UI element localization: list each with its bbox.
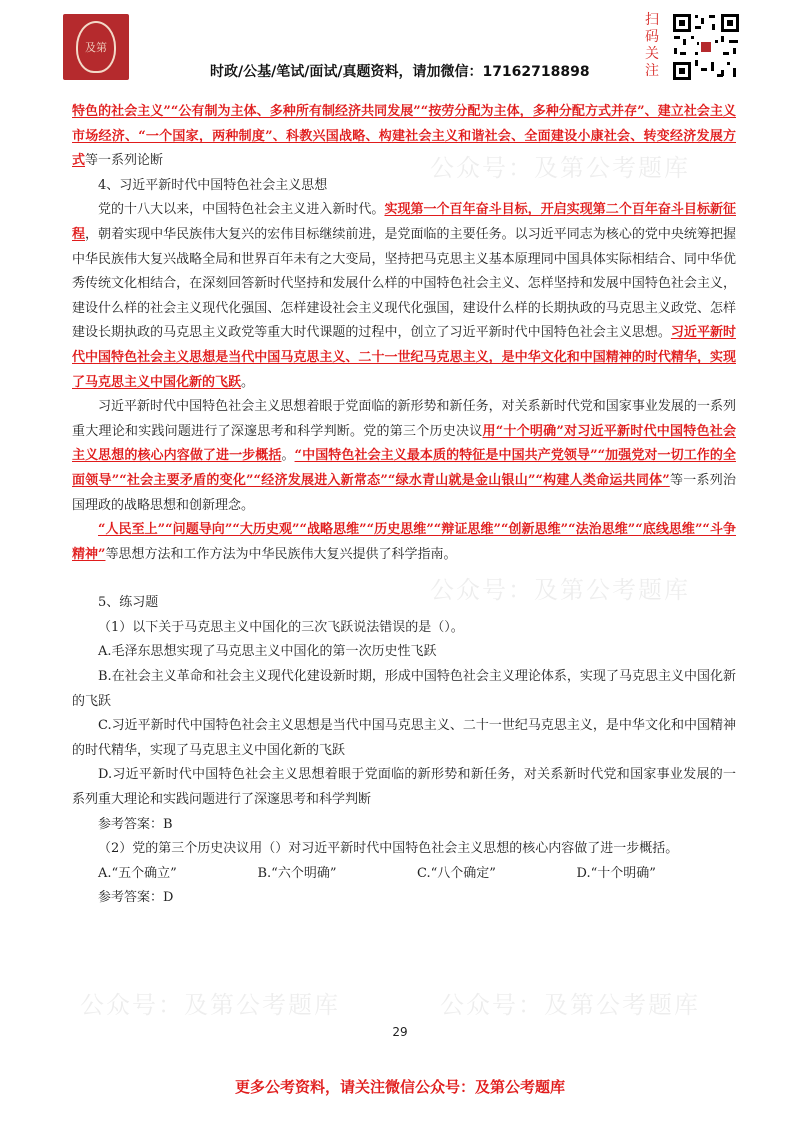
question-2-option-a: A.“五个确立” [98, 865, 177, 881]
paragraph-continued [72, 100, 736, 174]
highlighted-text: 特色的社会主义”“公有制为主体、多种所有制经济共同发展”“按劳分配为主体，多种分配方式并存”、建立社会主义市场经济、“一个国家，两种制度”、科教兴国战略、构建社会主义和谐社会、全面建设小康社会、转变经济发展方式 [72, 104, 736, 169]
body-text: 等一系列治国理政的战略思想和创新理念。 [72, 472, 736, 513]
highlighted-text: “人民至上”“问题导向”“大历史观”“战略思维”“历史思维”“辩证思维”“创新思维”“法治思维”“底线思维”“斗争精神” [72, 522, 736, 562]
document-body [72, 100, 736, 911]
body-text: 。 [281, 448, 295, 464]
page-number: 29 [392, 1025, 408, 1039]
question-2: （2）党的第三个历史决议用（）对习近平新时代中国特色社会主义思想的核心内容做了进一步概括。 [98, 841, 679, 857]
question-2-option-b: B.“六个明确” [257, 865, 337, 881]
body-text: 等思想方法和工作方法为中华民族伟大复兴提供了科学指南。 [105, 546, 457, 562]
body-text: 党的十八大以来，中国特色社会主义进入新时代。 [98, 202, 385, 218]
paragraph [72, 395, 736, 518]
question-1-option-c: C.习近平新时代中国特色社会主义思想是当代中国马克思主义、二十一世纪马克思主义，是中华文化和中国精神的时代精华，实现了马克思主义中国化新的飞跃 [72, 718, 736, 758]
question-1-option-d: D.习近平新时代中国特色社会主义思想着眼于党面临的新形势和新任务，对关系新时代党和国家事业发展的一系列重大理论和实践问题进行了深邃思考和科学判断 [72, 767, 736, 808]
paragraph [72, 518, 736, 567]
question-2-answer: 参考答案：D [98, 890, 174, 906]
watermark: 公众号：及第公考题库 [430, 576, 690, 604]
highlighted-text: 习近平新时代中国特色社会主义思想是当代中国马克思主义、二十一世纪马克思主义，是中华文化和中国精神的时代精华，实现了马克思主义中国化新的飞跃 [72, 325, 736, 390]
question-1-option-b: B.在社会主义革命和社会主义现代化建设新时期，形成中国特色社会主义理论体系，实现了马克思主义中国化新的飞跃 [72, 669, 736, 709]
paragraph [72, 198, 736, 395]
highlighted-text: 用“十个明确”对习近平新时代中国特色社会主义思想的核心内容做了进一步概括 [72, 423, 736, 464]
question-2-option-d: D.“十个明确” [576, 865, 656, 881]
watermark: 公众号：及第公考题库 [80, 991, 340, 1019]
question-1-answer: 参考答案：B [98, 816, 173, 832]
exercise-heading: 5、练习题 [98, 595, 159, 611]
scan-label: 扫码关注 [645, 12, 659, 79]
body-text: ，朝着实现中华民族伟大复兴的宏伟目标继续前进，是党面临的主要任务。以习近平同志为核心的党中央统筹把握中华民族伟大复兴战略全局和世界百年未有之大变局，坚持把马克思主义基本原理同中国具体实际相结合、同中华优秀传统文化相结合，在深刻回答新时代坚持和发展什么样的中国特色社会主义、怎样坚持和发展中国特色社会主义，建设什么样的社会主义现代化强国、怎样建设社会主义现代化强国，建设什么样的长期执政的马克思主义政党、怎样建设长期执政的马克思主义政党等重大时代课题的过程中，创立了习近平新时代中国特色社会主义思想。 [72, 226, 736, 341]
section-heading: 4、习近平新时代中国特色社会主义思想 [98, 177, 328, 193]
highlighted-text: 实现第一个百年奋斗目标，开启实现第二个百年奋斗目标新征程 [72, 202, 736, 242]
header-contact-text: 时政/公基/笔试/面试/真题资料，请加微信：17162718898 [210, 64, 590, 80]
body-text: 等一系列论断 [85, 153, 164, 169]
question-1: （1）以下关于马克思主义中国化的三次飞跃说法错误的是（）。 [98, 619, 464, 635]
body-text: 。 [241, 374, 255, 390]
footer-text: 更多公考资料，请关注微信公众号：及第公考题库 [234, 1078, 565, 1096]
watermark: 公众号：及第公考题库 [430, 154, 690, 182]
question-2-options [72, 862, 736, 887]
qr-code-icon [671, 12, 741, 82]
logo-mark: 及第 [76, 21, 116, 73]
logo [63, 14, 129, 80]
watermark: 公众号：及第公考题库 [440, 991, 700, 1019]
question-1-option-a: A.毛泽东思想实现了马克思主义中国化的第一次历史性飞跃 [98, 644, 437, 660]
body-text: 习近平新时代中国特色社会主义思想着眼于党面临的新形势和新任务，对关系新时代党和国家事业发展的一系列重大理论和实践问题进行了深邃思考和科学判断。党的第三个历史决议 [72, 399, 736, 439]
question-2-option-c: C.“八个确定” [417, 865, 496, 881]
highlighted-text: “中国特色社会主义最本质的特征是中国共产党领导”“加强党对一切工作的全面领导”“社会主要矛盾的变化”“经济发展进入新常态”“绿水青山就是金山银山”“构建人类命运共同体” [72, 448, 736, 488]
